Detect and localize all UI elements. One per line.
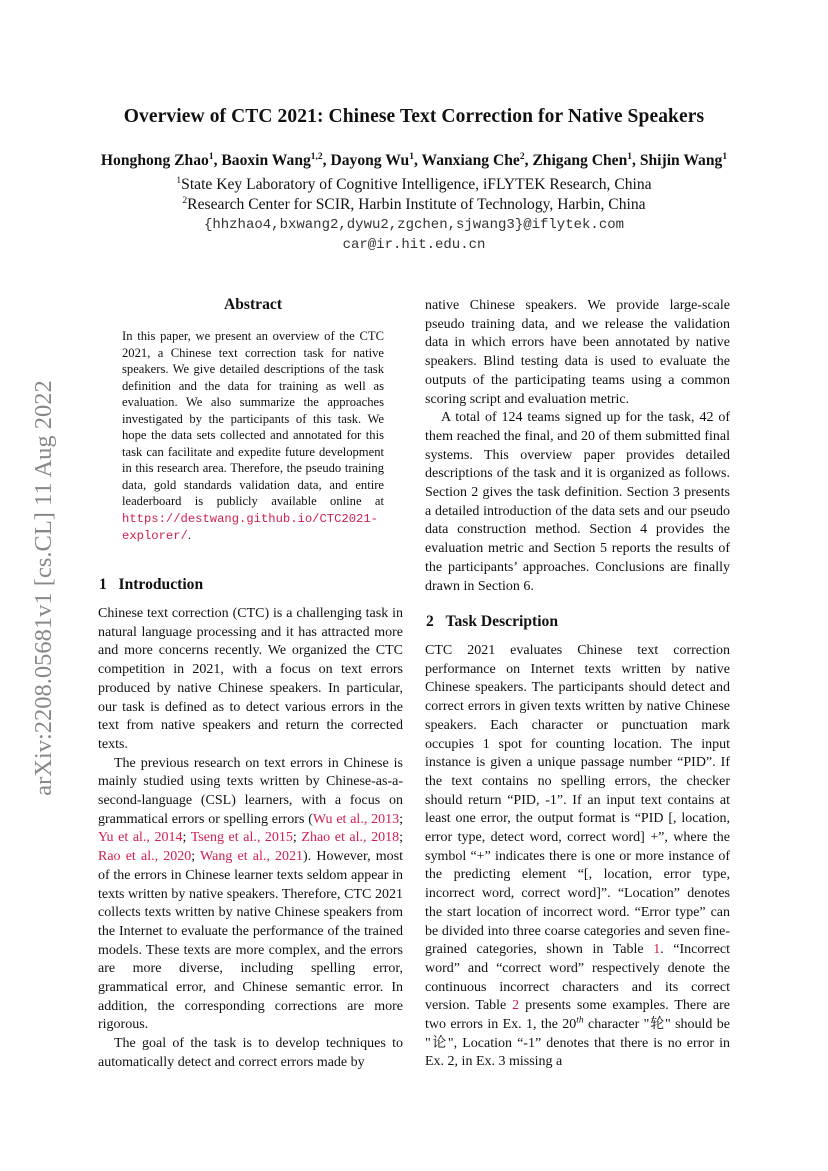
email-line-2: car@ir.hit.edu.cn xyxy=(342,237,486,253)
paragraph-text: The previous research on text errors in Chinese is mainly studied using texts written by Chinese-as-a-second-language (CSL) learners, with a focus on grammatical errors or spelling errors ( xyxy=(98,755,403,827)
author-affil-mark: 1,2 xyxy=(310,151,323,162)
paragraph-text: . “Incorrect word” and “correct word” respectively denote the continuous incorrect characters and its correct version. Table xyxy=(425,942,731,1014)
citation-link[interactable]: Wang et al., 2021 xyxy=(200,849,304,865)
abstract-end: . xyxy=(187,528,191,542)
affiliation-2 xyxy=(0,196,828,214)
paragraph xyxy=(425,642,730,1072)
ordinal-sup: th xyxy=(576,1015,584,1026)
paragraph-text: presents some examples. There are two errors in Ex. 1, the 20 xyxy=(425,998,730,1033)
paragraph: Chinese text correction (CTC) is a challenging task in natural language processing and it has attracted more and more concerns recently. We organized the CTC competition in 2021, with a focus on text errors produced by native Chinese speakers. In particular, our task is defined as to detect various errors in the text from native speakers and return the corrected texts. xyxy=(98,606,403,752)
paragraph: The goal of the task is to develop techniques to automatically detect and correct errors made by xyxy=(98,1036,403,1070)
paragraph: native Chinese speakers. We provide large-scale pseudo training data, and we release the validation data in which errors have been annotated by native speakers. Blind testing data is used to evaluate the outputs of the participating teams using a common scoring script and evaluation metric. xyxy=(425,298,730,407)
paper-title: Overview of CTC 2021: Chinese Text Correction for Native Speakers xyxy=(123,106,705,127)
right-column-bottom xyxy=(425,642,730,1072)
section-heading-task-description xyxy=(426,613,558,631)
paragraph: A total of 124 teams signed up for the task, 42 of them reached the final, and 20 of them submitted final systems. This overview paper provides detailed descriptions of the task and it is organized as follows. Section 2 gives the task definition. Section 3 presents a detailed introduction of the data sets and our pseudo data construction method. Section 4 provides the evaluation metric and Section 5 reports the results of the participants’ approaches. Conclusions are finally drawn in Section 6. xyxy=(425,410,730,594)
arxiv-id: arXiv:2208.05681v1 [cs.CL] 11 Aug 2022 xyxy=(30,380,57,796)
right-column-top xyxy=(425,297,730,596)
paragraph-text: ). However, most of the errors in Chinese learner texts seldom appear in texts written by native speakers. Therefore, CTC 2021 collects texts written by native Chinese speakers from the Internet to evaluate the performance of the trained models. These texts are more complex, and the errors are more diverse, including spelling error, grammatical error, and Chinese semantic error. In addition, the corresponding corrections are more rigorous. xyxy=(98,849,404,1033)
author-affil-mark: 1 xyxy=(722,151,728,162)
author-affil-mark: 2 xyxy=(519,151,525,162)
author-affil-mark: 1 xyxy=(409,151,414,162)
author-name: Shijin Wang xyxy=(639,152,723,169)
author-name: Zhigang Chen xyxy=(532,152,628,169)
affiliation-text: State Key Laboratory of Cognitive Intelligence, iFLYTEK Research, China xyxy=(181,176,652,193)
affiliation-mark: 1 xyxy=(176,175,182,186)
citation-link[interactable]: Tseng et al., 2015 xyxy=(190,830,293,846)
affiliation-mark: 2 xyxy=(182,195,188,206)
citation-link[interactable]: Yu et al., 2014 xyxy=(98,830,183,846)
section-number: 2 xyxy=(426,613,434,630)
citation-link[interactable]: Rao et al., 2020 xyxy=(98,849,192,865)
section-title: Introduction xyxy=(118,576,204,593)
table-ref-link[interactable]: 2 xyxy=(512,998,520,1014)
abstract-url-link[interactable]: https://destwang.github.io/CTC2021-explorer/ xyxy=(122,511,378,543)
paragraph: The previous research on text errors in Chinese is mainly studied using texts written by Chinese-as-a-second-language (CSL) learners, with a focus on grammatical errors or spelling errors (Wu et al., 2013; Yu et al., 2014; Tseng et al., 2015; Zhao et al., 2018; Rao et al., 2020; Wang et al., 2021). However, most of the errors in Chinese learner texts seldom appear in texts written by native speakers. Therefore, CTC 2021 collects texts written by native Chinese speakers from the Internet to evaluate the performance of the trained models. These texts are more complex, and the errors are more diverse, including spelling error, grammatical error, and Chinese semantic error. In addition, the corresponding corrections are more rigorous. xyxy=(98,755,404,1033)
citation-link[interactable]: Wu et al., 2013 xyxy=(312,811,400,827)
section-number: 1 xyxy=(99,576,107,593)
author-affil-mark: 1 xyxy=(208,151,214,162)
author-name: Honghong Zhao xyxy=(100,152,209,169)
section-heading-introduction xyxy=(99,576,203,594)
abstract-heading: Abstract xyxy=(223,296,283,313)
table-ref-link[interactable]: 1 xyxy=(653,942,661,958)
email-line-1: {hhzhao4,bxwang2,dywu2,zgchen,sjwang3}@iflytek.com xyxy=(203,217,625,233)
left-column xyxy=(98,605,403,1073)
citation-link[interactable]: Zhao et al., 2018 xyxy=(301,830,400,846)
abstract-body xyxy=(122,328,384,545)
section-title: Task Description xyxy=(445,613,558,630)
paragraph-text: character "轮" should be "论", Location “-1” denotes that there is no error in Ex. 2, in Ex. 3 missing a xyxy=(425,1017,730,1070)
author-name: Wanxiang Che xyxy=(421,152,520,169)
author-name: Dayong Wu xyxy=(330,152,410,169)
author-name: Baoxin Wang xyxy=(221,152,311,169)
affiliation-text: Research Center for SCIR, Harbin Institute of Technology, Harbin, China xyxy=(187,196,646,213)
paragraph-text: CTC 2021 evaluates Chinese text correction performance on Internet texts written by native Chinese speakers. The participants should detect and correct errors in given texts written by native Chinese speakers. Each character or punctuation mark occupies 1 spot for counting location. The input instance is given a unique passage number “PID”. If the text contains no spelling errors, the checker should return “PID, -1”. If an input text contains at least one error, the output format is “PID [, location, error type, detect word, correct word] +”, where the symbol “+” indicates there is one or more instance of the predicting element “[, location, error type, incorrect word, correct word]”. “Location” denotes the start location of incorrect word. “Error type” can be divided into three coarse categories and seven fine-grained categories, shown in Table xyxy=(425,643,730,958)
author-list: Honghong Zhao$^1$, Baoxin Wang$^{1,2}$, Dayong Wu$^1$, Wanxiang Che$^2$, Zhigang Chen$^1$, Shijin Wang$^1$ xyxy=(100,151,728,169)
abstract-text: In this paper, we present an overview of the CTC 2021, a Chinese text correction task for native speakers. We give detailed descriptions of the task definition and the data for training as well as evaluation. We also summarize the approaches investigated by the participants of this task. We hope the data sets collected and annotated for this task can facilitate and expedite future development in this research area. Therefore, the pseudo training data, gold standards validation data, and entire leaderboard is publicly available online at xyxy=(122,329,384,508)
author-affil-mark: 1 xyxy=(627,151,633,162)
affiliation-1 xyxy=(0,176,828,194)
